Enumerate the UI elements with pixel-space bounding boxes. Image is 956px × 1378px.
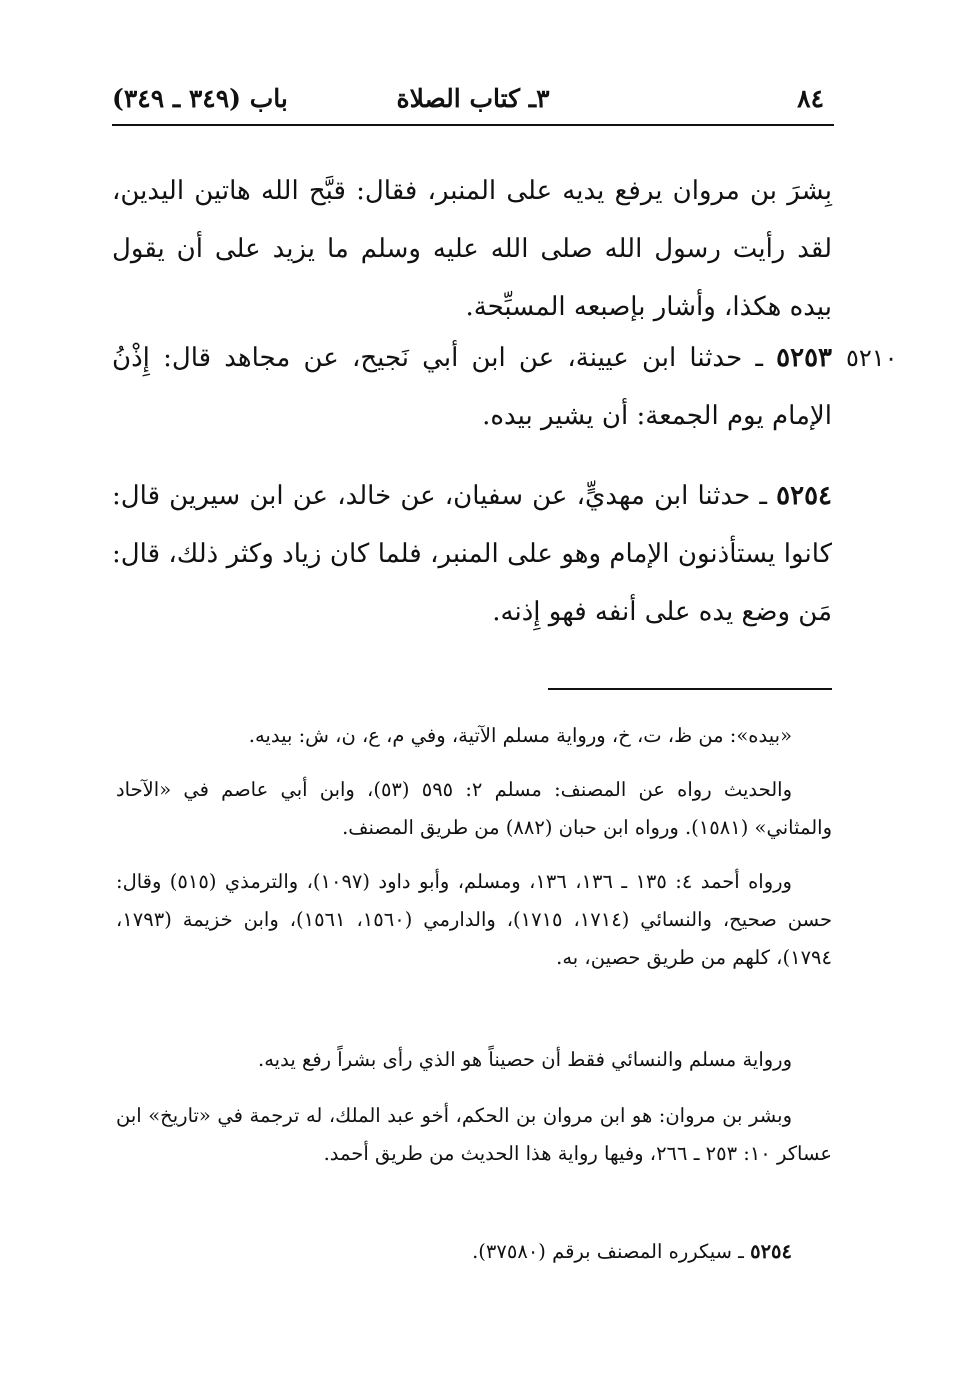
hadith-number: ٥٢٥٣	[776, 343, 832, 373]
margin-reference-number: ٥٢١٠	[846, 344, 898, 372]
footnote-5254	[116, 1233, 832, 1271]
continuation-paragraph: بِشرَ بن مروان يرفع يديه على المنبر، فقال: قبَّح الله هاتين اليدين، لقد رأيت رسول الله صلى الله عليه وسلم ما يزيد على أن يقول بيده هكذا، وأشار بإصبعه المسبِّحة.	[112, 176, 832, 322]
footnote-note: ورواية مسلم والنسائي فقط أن حصيناً هو الذي رأى بشراً رفع يديه.	[258, 1048, 792, 1071]
book-title: ٣ـ كتاب الصلاة	[396, 84, 550, 113]
footnote-takhrij: ورواه أحمد ٤: ١٣٥ ـ ١٣٦، ١٣٦، ومسلم، وأبو داود (١٠٩٧)، والترمذي (٥١٥) وقال: حسن صحيح، والنسائي (١٧١٤، ١٧١٥)، والدارمي (١٥٦٠، ١٥٦١)، وابن خزيمة (١٧٩٣، ١٧٩٤)، كلهم من طريق حصين، به.	[116, 870, 833, 969]
hadith-number: ٥٢٥٤	[776, 481, 832, 511]
footnote-source: والحديث رواه عن المصنف: مسلم ٢: ٥٩٥ (٥٣)، وابن أبي عاصم في «الآحاد والمثاني» (١٥٨١). ورواه ابن حبان (٨٨٢) من طريق المصنف.	[116, 778, 832, 839]
footnote-separator	[548, 688, 832, 690]
page-number: ٨٤	[797, 84, 824, 113]
hadith-5253	[112, 329, 832, 445]
footnote-biography: وبشر بن مروان: هو ابن مروان بن الحكم، أخو عبد الملك، له ترجمة في «تاريخ» ابن عساكر ١٠: ٢٥٣ ـ ٢٦٦، وفيها رواية هذا الحديث من طريق أحمد.	[116, 1104, 832, 1165]
footnote-variant: «بيده»: من ظ، ت، خ، ورواية مسلم الآتية، وفي م، ع، ن، ش: بيديه.	[248, 724, 792, 747]
chapter-title: باب (٣٤٩ ـ ٣٤٩)	[112, 84, 288, 113]
hadith-5254	[112, 467, 832, 641]
header-rule	[112, 124, 834, 126]
hadith-text: ـ حدثنا ابن مهديٍّ، عن سفيان، عن خالد، عن ابن سيرين قال: كانوا يستأذنون الإمام وهو على المنبر، فلما كان زياد وكثر ذلك، قال: مَن وضع يده على أنفه فهو إِذنه.	[112, 481, 832, 627]
running-header	[112, 78, 834, 118]
hadith-text: ـ حدثنا ابن عيينة، عن ابن أبي نَجيح، عن مجاهد قال: إِذْنُ الإمام يوم الجمعة: أن يشير بيده.	[112, 343, 832, 431]
footnote-number: ٥٢٥٤	[750, 1240, 792, 1263]
footnote-text: ـ سيكرره المصنف برقم (٣٧٥٨٠).	[472, 1240, 751, 1263]
